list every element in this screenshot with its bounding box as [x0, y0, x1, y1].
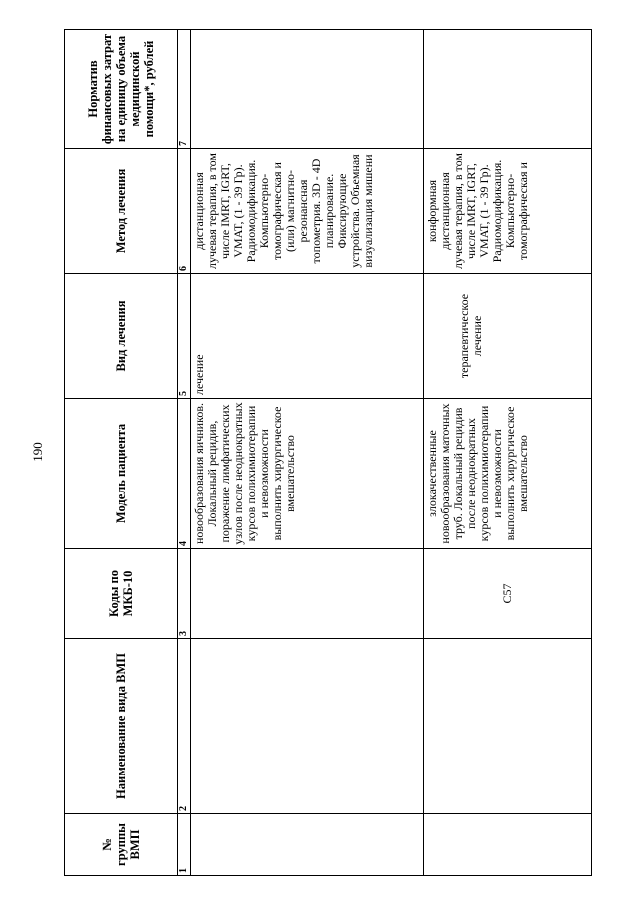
- header-treatment-type: Вид лечения: [65, 274, 178, 399]
- column-number: 1: [178, 814, 191, 876]
- header-patient-model: Модель пациента: [65, 399, 178, 549]
- cell-treatment-type: лечение: [191, 274, 424, 399]
- cell-treatment-type: терапевтическое лечение: [424, 274, 592, 399]
- header-icd-codes: Коды по МКБ-10: [65, 549, 178, 639]
- cell-patient-model: злокачественные новообразования маточных труб. Локальный рецидив после неоднократных курсов полихимиотерапии и невозможности выполнить хирургическое вмешательство: [424, 399, 592, 549]
- cell-treatment-method: дистанционная лучевая терапия, в том числе IMRT, IGRT, VMAT, (1 - 39 Гр). Радиомодификация. Компьютерно-томографическая и (или) магнитно-резонансная топометрия. 3D - 4D планирование. Фиксирующие устройства. Объемная визуализация мишени: [191, 149, 424, 274]
- cell-vmp-name: [424, 639, 592, 814]
- header-financial-norm: Норматив финансовых затрат на единицу объема медицинской помощи*, рублей: [65, 30, 178, 149]
- column-number: 4: [178, 399, 191, 549]
- vmp-table: [64, 29, 592, 876]
- cell-group: [424, 814, 592, 876]
- rotated-page: [64, 30, 566, 876]
- column-number: 6: [178, 149, 191, 274]
- cell-financial-norm: [424, 30, 592, 149]
- column-number: 7: [178, 30, 191, 149]
- header-row: [65, 30, 178, 876]
- cell-vmp-name: [191, 639, 424, 814]
- column-number: 2: [178, 639, 191, 814]
- column-number-row: [178, 30, 191, 876]
- cell-financial-norm: [191, 30, 424, 149]
- header-treatment-method: Метод лечения: [65, 149, 178, 274]
- table-row: [424, 30, 592, 876]
- page-number: 190: [30, 442, 45, 462]
- cell-treatment-method: конформная дистанционная лучевая терапия, в том числе IMRT, IGRT, VMAT, (1 - 39 Гр). Радиомодификация. Компьютерно-томографическая и: [424, 149, 592, 274]
- cell-group: [191, 814, 424, 876]
- cell-icd-codes: [191, 549, 424, 639]
- column-number: 5: [178, 274, 191, 399]
- header-vmp-name: Наименование вида ВМП: [65, 639, 178, 814]
- cell-patient-model: новообразования яичников. Локальный рецидив, поражение лимфатических узлов после неоднократных курсов полихимиотерапии и невозможности выполнить хирургическое вмешательство: [191, 399, 424, 549]
- cell-icd-codes: C57: [424, 549, 592, 639]
- column-number: 3: [178, 549, 191, 639]
- header-group-number: № группы ВМП: [65, 814, 178, 876]
- table-row: [191, 30, 424, 876]
